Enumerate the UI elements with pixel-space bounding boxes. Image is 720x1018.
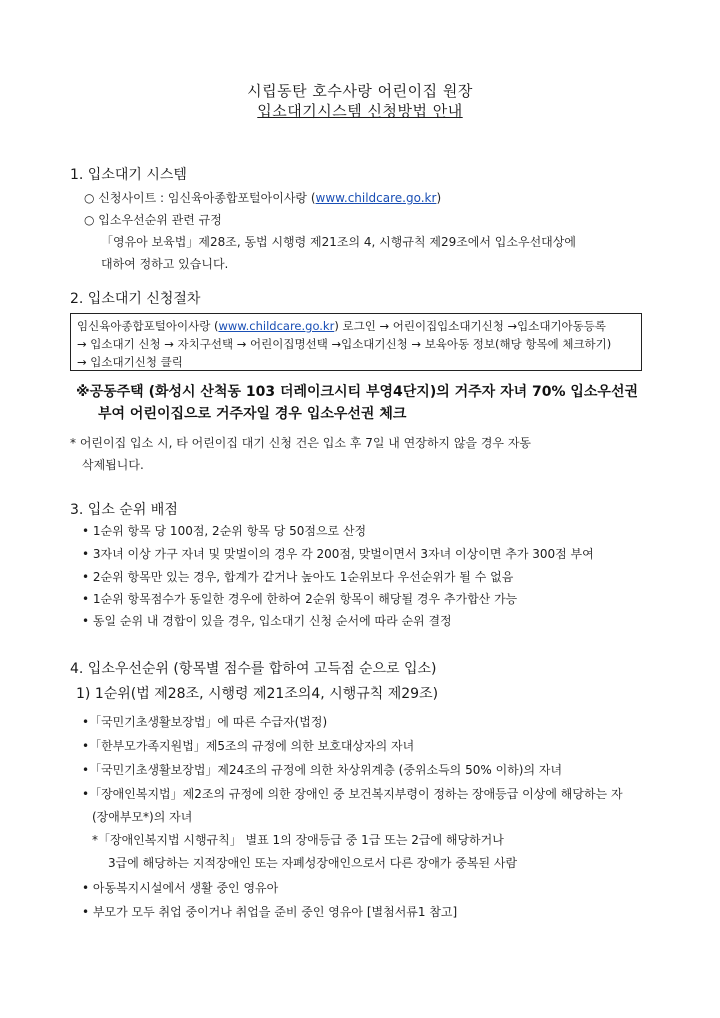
site-link[interactable]: www.childcare.go.kr [315, 191, 437, 205]
rule-line1: 「영유아 보육법」제28조, 동법 시행령 제21조의 4, 시행규칙 제29조에서 입소우선대상에 [101, 235, 576, 249]
section4-heading: 4. 입소우선순위 (항목별 점수를 합하여 고득점 순으로 입소) [70, 661, 437, 677]
priority-item: •「한부모가족지원법」제5조의 규정에 의한 보호대상자의 자녀 [82, 739, 415, 753]
notice-line2: 부여 어린이집으로 거주자일 경우 입소우선권 체크 [98, 406, 407, 422]
note-line1: * 어린이집 입소 시, 타 어린이집 대기 신청 건은 입소 후 7일 내 연장하지 않을 경우 자동 [70, 436, 532, 450]
disability-note-line2: 3급에 해당하는 지적장애인 또는 자폐성장애인으로서 다른 장애가 중복된 사람 [108, 856, 518, 870]
box-link[interactable]: www.childcare.go.kr [218, 319, 335, 333]
procedure-box [70, 313, 642, 371]
priority-item-cont: (장애부모*)의 자녀 [92, 810, 193, 824]
box-line1-suffix: ) 로그인 → 어린이집입소대기신청 →입소대기아동등록 [334, 319, 606, 333]
site-suffix: ) [436, 191, 442, 205]
site-prefix: ○ 신청사이트 : 임신육아종합포털아이사랑 ( [84, 191, 316, 205]
priority-item: •「장애인복지법」제2조의 규정에 의한 장애인 중 보건복지부령이 정하는 장애등급 이상에 해당하는 자 [82, 787, 623, 801]
box-line2: → 입소대기 신청 → 자치구선택 → 어린이집명선택 →입소대기신청 → 보육아동 정보(해당 항목에 체크하기) [77, 337, 612, 351]
priority1-heading: 1) 1순위(법 제28조, 시행령 제21조의4, 시행규칙 제29조) [76, 686, 439, 702]
notice-line1: ※공동주택 (화성시 산척동 103 더레이크시티 부영4단지)의 거주자 자녀 70% 입소우선권 [76, 384, 638, 400]
score-item: • 1순위 항목점수가 동일한 경우에 한하여 2순위 항목이 해당될 경우 추가합산 가능 [82, 592, 518, 606]
box-line1-prefix: 임신육아종합포털아이사랑 ( [77, 319, 219, 333]
title-line1: 시립동탄 호수사랑 어린이집 원장 [247, 82, 473, 100]
rule-label: ○ 입소우선순위 관련 규정 [84, 213, 222, 227]
score-item: • 1순위 항목 당 100점, 2순위 항목 당 50점으로 산정 [82, 524, 367, 538]
section2-heading: 2. 입소대기 신청절차 [70, 291, 201, 307]
note-line2: 삭제됩니다. [82, 458, 144, 472]
title-line2: 입소대기시스템 신청방법 안내 [257, 102, 463, 120]
site-line [84, 189, 441, 206]
rule-line2: 대하여 정하고 있습니다. [101, 257, 229, 271]
disability-note-line1: *「장애인복지법 시행규칙」 별표 1의 장애등급 중 1급 또는 2급에 해당하거나 [92, 833, 504, 847]
priority-item: • 부모가 모두 취업 중이거나 취업을 준비 중인 영유아 [별첨서류1 참고] [82, 905, 458, 919]
score-item: • 동일 순위 내 경합이 있을 경우, 입소대기 신청 순서에 따라 순위 결정 [82, 614, 452, 628]
priority-item: •「국민기초생활보장법」제24조의 규정에 의한 차상위계층 (중위소득의 50% 이하)의 자녀 [82, 763, 563, 777]
priority-item: • 아동복지시설에서 생활 중인 영유아 [82, 881, 279, 895]
score-item: • 3자녀 이상 가구 자녀 및 맞벌이의 경우 각 200점, 맞벌이면서 3자녀 이상이면 추가 300점 부여 [82, 547, 594, 561]
score-item: • 2순위 항목만 있는 경우, 합계가 같거나 높아도 1순위보다 우선순위가 될 수 없음 [82, 570, 514, 584]
box-line3: → 입소대기신청 클릭 [77, 355, 183, 369]
priority-item: •「국민기초생활보장법」에 따른 수급자(법정) [82, 715, 328, 729]
box-line1 [77, 318, 606, 334]
section3-heading: 3. 입소 순위 배점 [70, 502, 178, 518]
section1-heading: 1. 입소대기 시스템 [70, 167, 187, 183]
